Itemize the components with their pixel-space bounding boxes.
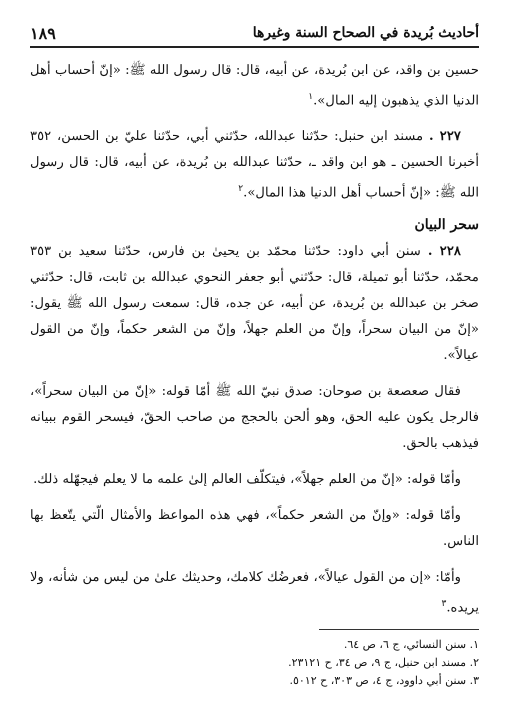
hadith-227: ٢٢٧ . مسند ابن حنبل: حدّثنا عبدالله، حدّثني أبي، حدّثنا عليّ بن الحسن، ٣٥٢ أخبرنا الحسين ـ هو ابن واقد ـ، حدّثنا عبدالله بن بُريدة، عن أبيه، قال: قال رسول الله ﷺ: «إنّ أحساب أهل الدنيا هذا المال».$^٢$ <box>30 129 479 201</box>
footnote: ١. سنن النسائي، ج ٦، ص ٦٤. <box>343 638 479 651</box>
hadith-number: ٢٢٨ . <box>427 243 461 259</box>
hadith-number: ٢٢٧ . <box>429 129 461 145</box>
footnote-ref: ١ <box>308 92 314 102</box>
section-title: سحر البيان <box>414 216 479 233</box>
paragraph: وأمّا قوله: «وإنّ من الشعر حكماً»، فهي هذه المواعظ والأمثال الّتي يتّعظ بها الناس. <box>30 507 479 549</box>
footnote-ref: ٢ <box>238 184 244 195</box>
footnotes <box>30 636 479 690</box>
page-header <box>30 20 479 48</box>
footnote: ٢. مسند ابن حنبل، ج ٩، ص ٣٤، ح ٢٣١٢١. <box>288 656 479 669</box>
page-number: ١٨٩ <box>30 23 56 43</box>
paragraph: وأمّا قوله: «إنّ من العلم جهلاً»، فيتكلّف العالم إلىٰ علمه ما لا يعلم فيجهّله ذلك. <box>33 471 461 487</box>
footnote-divider <box>319 629 479 630</box>
running-title: أحاديث بُريدة في الصحاح السنة وغيرها <box>252 25 479 41</box>
paragraph: حسين بن واقد، عن ابن بُريدة، عن أبيه، قال: قال رسول الله ﷺ: «إنّ أحساب أهل الدنيا الذي يذهبون إليه المال».$^١$ <box>30 63 479 109</box>
paragraph: وأمّا: «إن من القول عيالاً»، فعرضُك كلامك، وحديثك علىٰ من ليس من شأنه، ولا يريده.$^٣$ <box>30 569 479 616</box>
paragraph: فقال صعصعة بن صوحان: صدق نبيّ الله ﷺ أمّا قوله: «إنّ من البيان سحراً»، فالرجل يكون عليه الحق، وهو ألحن بالحجج من صاحب الحقّ، فيسحر القوم ببيانه فيذهب بالحق. <box>30 383 479 451</box>
hadith-228: ٢٢٨ . سنن أبي داود: حدّثنا محمّد بن يحيىٰ بن فارس، حدّثنا سعيد بن ٣٥٣ محمّد، حدّثنا أبو تميلة، قال: حدّثني أبو جعفر النحوي عبدالله بن ثابت، قال: حدّثني صخر بن عبدالله بن بُريدة، عن أبيه، عن جده، قال: سمعت رسول الله ﷺ يقول: «إنّ من البيان سحراً، وإنّ من العلم جهلاً، وإنّ من الشعر حكماً، وإنّ من القول عيالاً». <box>30 243 479 363</box>
footnote-ref: ٣ <box>441 598 447 609</box>
footnote: ٣. سنن أبي داوود، ج ٤، ص ٣٠٣، ح ٥٠١٢. <box>289 674 479 687</box>
page-body <box>30 58 479 631</box>
